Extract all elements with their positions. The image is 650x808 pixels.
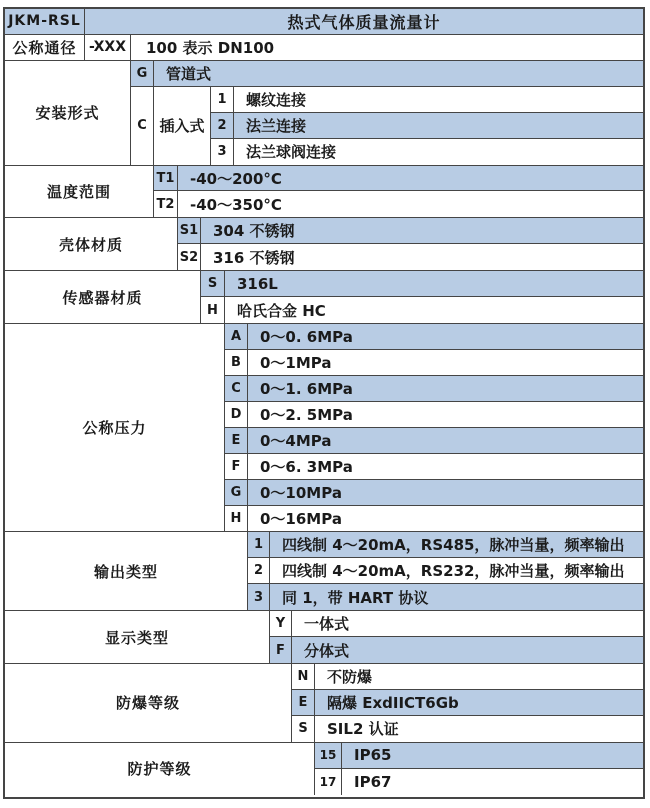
option-value: 0～0. 6MPa <box>260 328 353 347</box>
section-label-installation: 安装形式 <box>5 61 131 165</box>
option-value: 四线制 4～20mA，RS232，脉冲当量，频率输出 <box>282 562 625 581</box>
option-value: 0～4MPa <box>260 431 332 450</box>
section-housing-material <box>5 218 643 271</box>
display-option-row <box>270 637 643 663</box>
option-code: C <box>225 376 248 401</box>
pressure-option-row <box>225 324 643 350</box>
option-code: G <box>225 480 248 505</box>
pressure-option-row <box>225 376 643 402</box>
option-value: 0～2. 5MPa <box>260 405 353 424</box>
protection-option-row <box>315 769 643 795</box>
pressure-option-row <box>225 428 643 454</box>
option-value: 316 不锈钢 <box>213 248 295 267</box>
option-code: S <box>201 271 225 296</box>
section-explosion-proof <box>5 664 643 743</box>
option-value: 0～6. 3MPa <box>260 457 353 476</box>
display-option-row <box>270 611 643 637</box>
option-code: B <box>225 350 248 375</box>
option-value: SIL2 认证 <box>327 720 399 739</box>
section-output-type <box>5 532 643 611</box>
option-code: G <box>131 61 154 86</box>
insertion-option-row <box>211 113 643 139</box>
explosion-option-row <box>292 690 643 716</box>
option-code: D <box>225 402 248 427</box>
option-value: 螺纹连接 <box>246 90 307 109</box>
option-code: S2 <box>178 244 201 270</box>
option-code: 17 <box>315 769 342 795</box>
section-protection-grade <box>5 743 643 795</box>
option-value: 一体式 <box>304 615 350 634</box>
pressure-option-row <box>225 402 643 428</box>
option-value: 0～1MPa <box>260 353 332 372</box>
insertion-option-row <box>211 139 643 165</box>
option-value: 同 1，带 HART 协议 <box>282 588 429 607</box>
section-temperature <box>5 166 643 219</box>
pressure-option-row <box>225 480 643 506</box>
section-sensor-material <box>5 271 643 324</box>
option-code: T1 <box>154 166 178 191</box>
section-label-nominal-diameter: 公称通径 <box>5 35 85 60</box>
option-value: 0～10MPa <box>260 483 342 502</box>
temperature-option-row <box>154 166 643 192</box>
option-code: H <box>201 297 225 323</box>
temperature-option-row <box>154 191 643 217</box>
housing-option-row <box>178 244 643 270</box>
output-option-row <box>248 558 643 584</box>
pressure-option-row <box>225 506 643 532</box>
option-value: 304 不锈钢 <box>213 222 295 241</box>
option-code: E <box>292 690 315 715</box>
option-code: N <box>292 664 315 689</box>
option-value: 0～1. 6MPa <box>260 379 353 398</box>
housing-option-row <box>178 218 643 244</box>
protection-option-row <box>315 743 643 769</box>
option-code: F <box>225 454 248 479</box>
section-pressure <box>5 324 643 532</box>
option-code: Y <box>270 611 292 636</box>
sensor-option-row <box>201 297 643 323</box>
option-value: 隔爆 ExdIICT6Gb <box>327 693 459 712</box>
option-code: 3 <box>211 139 234 165</box>
explosion-option-row <box>292 664 643 690</box>
diameter-value-cell: 100 表示 DN100 <box>146 38 275 57</box>
option-code: F <box>270 637 292 663</box>
section-label-output-type: 输出类型 <box>5 532 248 610</box>
option-code: 1 <box>211 87 234 112</box>
insertion-label-cell: 插入式 <box>154 87 211 165</box>
option-value: -40～350°C <box>190 195 282 214</box>
installation-insertion-block <box>131 87 643 165</box>
option-value: 四线制 4～20mA，RS485，脉冲当量，频率输出 <box>282 536 625 555</box>
option-value: 分体式 <box>304 641 350 660</box>
option-value: -40～200°C <box>190 169 282 188</box>
option-value: 哈氏合金 HC <box>237 301 326 320</box>
insertion-code-cell: C <box>131 87 154 165</box>
option-code: S1 <box>178 218 201 243</box>
product-selection-table <box>3 7 645 799</box>
option-value: IP65 <box>354 746 392 765</box>
explosion-option-row <box>292 716 643 742</box>
option-code: 1 <box>248 532 270 557</box>
section-label-pressure: 公称压力 <box>5 324 225 531</box>
section-label-protection-grade: 防护等级 <box>5 743 315 795</box>
option-code: E <box>225 428 248 453</box>
option-value: 316L <box>237 274 278 293</box>
option-code: 15 <box>315 743 342 768</box>
section-label-housing-material: 壳体材质 <box>5 218 178 270</box>
model-code-cell: JKM-RSL <box>5 9 85 34</box>
section-label-sensor-material: 传感器材质 <box>5 271 201 323</box>
section-label-explosion-proof: 防爆等级 <box>5 664 292 742</box>
section-label-display-type: 显示类型 <box>5 611 270 663</box>
section-nominal-diameter <box>5 35 643 61</box>
installation-pipeline-row <box>131 61 643 87</box>
option-code: H <box>225 506 248 532</box>
section-installation <box>5 61 643 166</box>
section-display-type <box>5 611 643 664</box>
output-option-row <box>248 532 643 558</box>
option-code: 2 <box>211 113 234 138</box>
option-value: 法兰连接 <box>246 116 307 135</box>
option-value: 不防爆 <box>327 668 373 687</box>
header-row <box>5 9 643 35</box>
option-code: 2 <box>248 558 270 583</box>
option-value: IP67 <box>354 772 392 791</box>
section-label-temperature: 温度范围 <box>5 166 154 218</box>
option-code: S <box>292 716 315 742</box>
insertion-option-row <box>211 87 643 113</box>
option-value: 法兰球阀连接 <box>246 143 337 162</box>
option-code: A <box>225 324 248 349</box>
option-code: T2 <box>154 191 178 217</box>
product-title: 热式气体质量流量计 <box>287 12 441 32</box>
option-value: 0～16MPa <box>260 509 342 528</box>
pressure-option-row <box>225 454 643 480</box>
sensor-option-row <box>201 271 643 297</box>
diameter-code-cell: -XXX <box>85 35 131 60</box>
pressure-option-row <box>225 350 643 376</box>
option-code: 3 <box>248 584 270 610</box>
output-option-row <box>248 584 643 610</box>
option-value: 管道式 <box>166 64 212 83</box>
